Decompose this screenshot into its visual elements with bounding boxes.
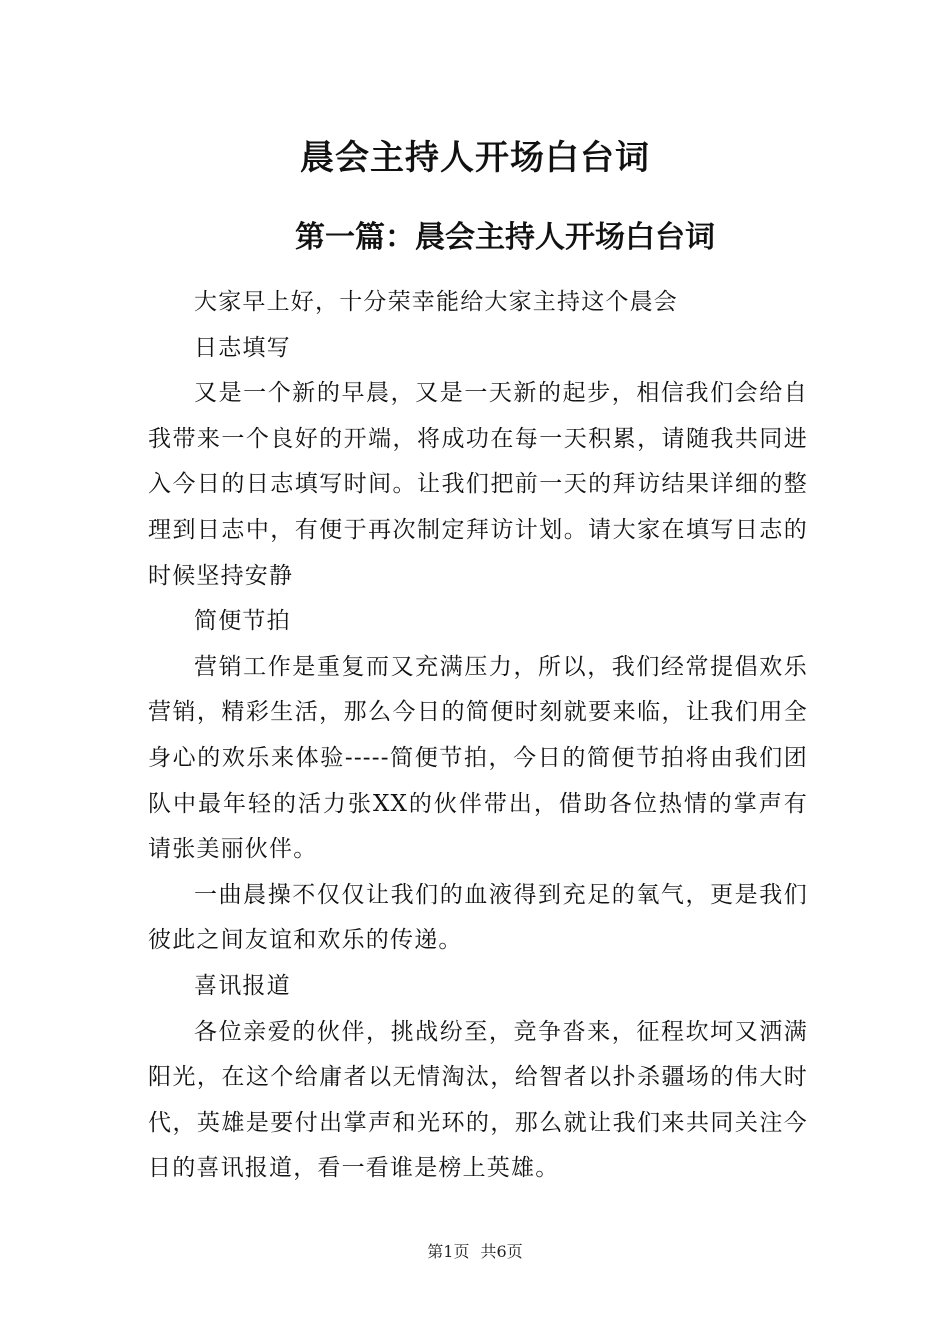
heading-log-filling: 日志填写 xyxy=(194,334,291,361)
heading-easy-beat: 简便节拍 xyxy=(194,608,291,635)
paragraph-easy-beat: 营销工作是重复而又充满压力，所以，我们经常提倡欢乐营销，精彩生活，那么今日的简便时刻就要来临，让我们用全身心的欢乐来体验-----简便节拍，今日的简便节拍将由我们团队中最年轻的活力张XX的伙伴带出，借助各位热情的掌声有请张美丽伙伴。 xyxy=(148,653,808,863)
paragraph-log-filling: 又是一个新的早晨，又是一天新的起步，相信我们会给自我带来一个良好的开端，将成功在每一天积累，请随我共同进入今日的日志填写时间。让我们把前一天的拜访结果详细的整理到日志中，有便于再次制定拜访计划。请大家在填写日志的时候坚持安静 xyxy=(148,380,808,589)
paragraph-morning-exercise: 一曲晨操不仅仅让我们的血液得到充足的氧气，更是我们彼此之间友谊和欢乐的传递。 xyxy=(148,881,808,954)
document-body xyxy=(148,280,808,1192)
page-number: 第1页 xyxy=(427,1242,470,1261)
page-footer xyxy=(0,1240,950,1264)
paragraph-good-news: 各位亲爱的伙伴，挑战纷至，竞争沓来，征程坎坷又洒满阳光，在这个给庸者以无情淘汰，给智者以扑杀疆场的伟大时代，英雄是要付出掌声和光环的，那么就让我们来共同关注今日的喜讯报道，看一看谁是榜上英雄。 xyxy=(148,1018,808,1182)
heading-good-news: 喜讯报道 xyxy=(194,972,291,999)
section-title: 第一篇：晨会主持人开场白台词 xyxy=(295,220,715,255)
paragraph-greeting: 大家早上好，十分荣幸能给大家主持这个晨会 xyxy=(194,289,678,315)
document-title: 晨会主持人开场白台词 xyxy=(300,138,650,178)
page-total: 共6页 xyxy=(480,1242,523,1261)
